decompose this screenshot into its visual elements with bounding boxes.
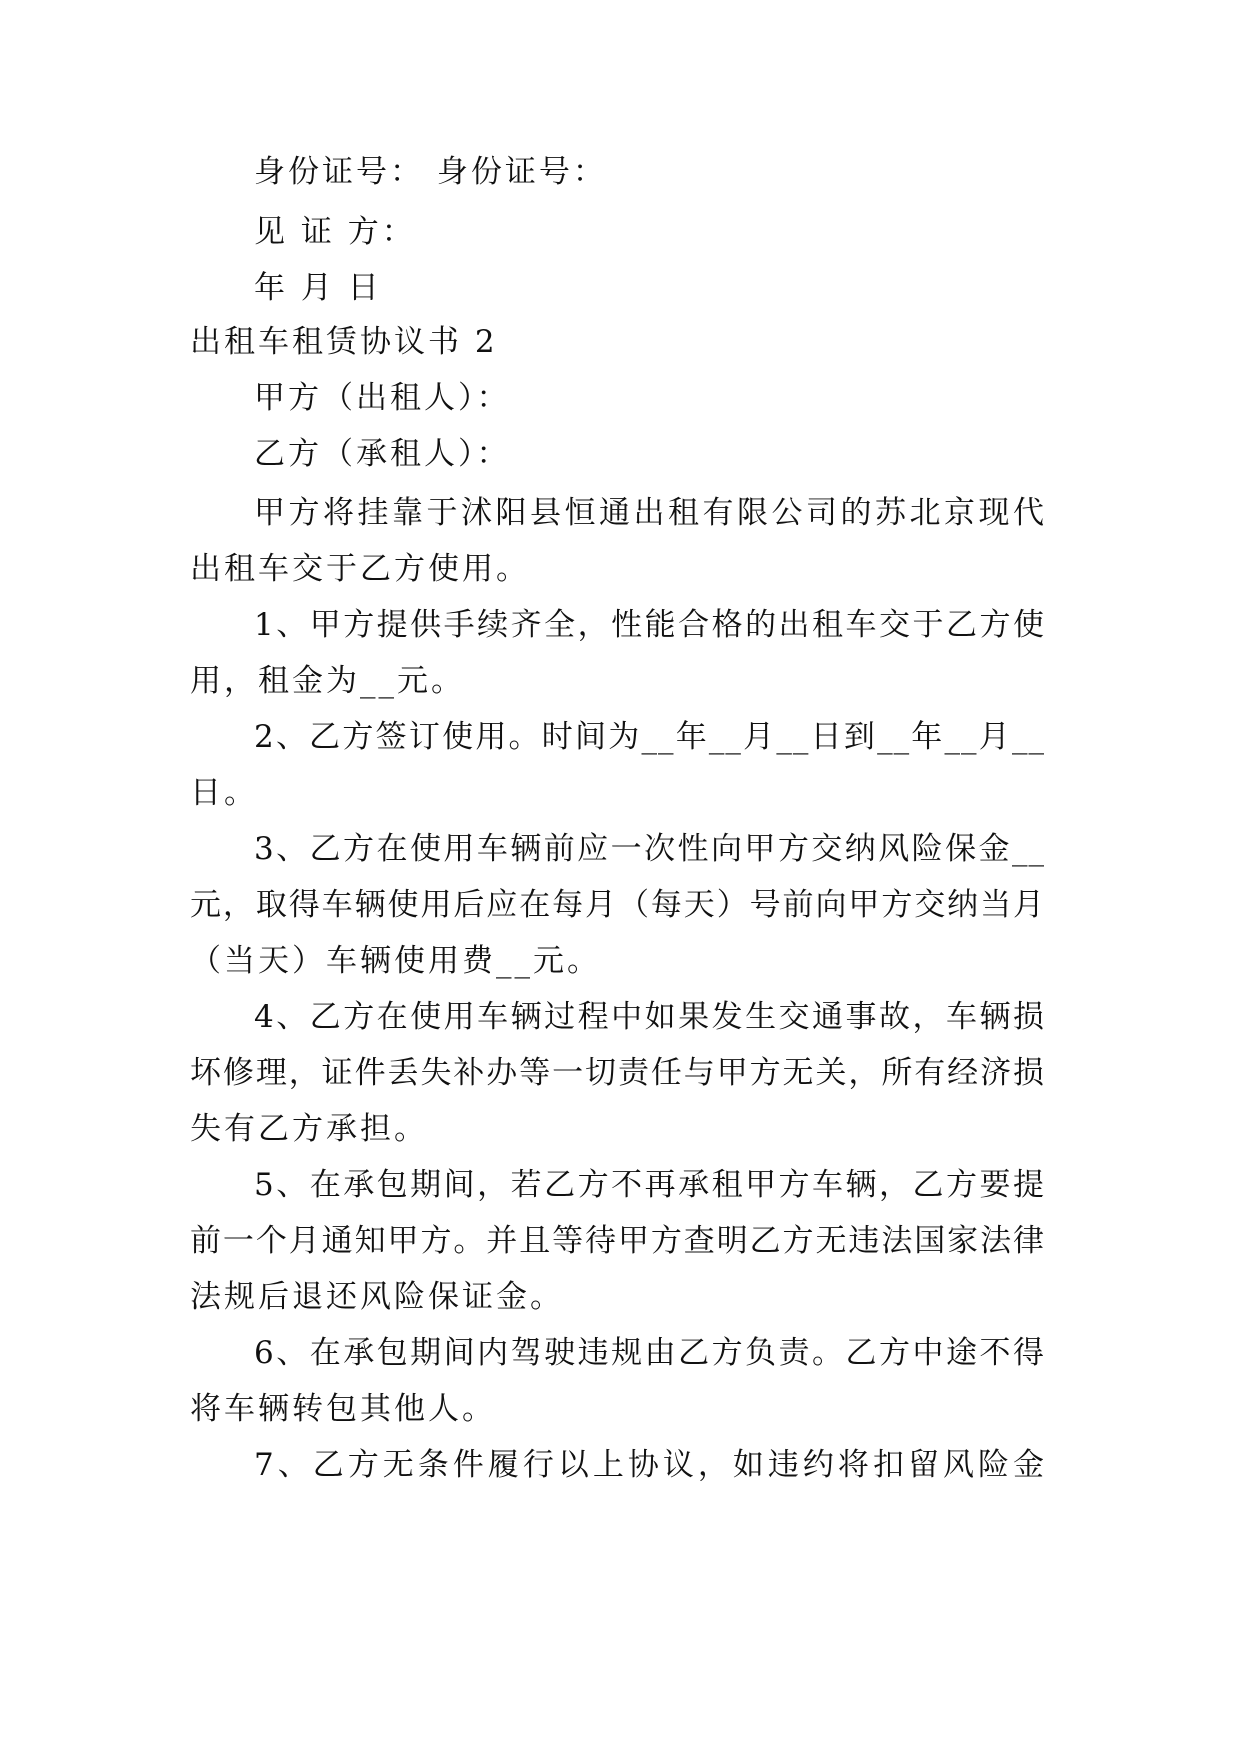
intro-paragraph-line-2: 出租车交于乙方使用。 [190,551,530,587]
document-title: 出租车租赁协议书 2 [190,324,498,360]
clause-5-line-2: 前一个月通知甲方。并且等待甲方查明乙方无违法国家法律 [190,1223,1045,1259]
clause-2-line-2: 日。 [190,775,258,811]
clause-3-line-3: （当天）车辆使用费__元。 [190,943,601,979]
clause-3-line-1: 3、乙方在使用车辆前应一次性向甲方交纳风险保金__ [254,831,1045,867]
clause-4-line-2: 坏修理，证件丢失补办等一切责任与甲方无关，所有经济损 [190,1055,1045,1091]
clause-5-line-1: 5、在承包期间，若乙方不再承租甲方车辆，乙方要提 [254,1167,1045,1203]
clause-1-line-1: 1、甲方提供手续齐全，性能合格的出租车交于乙方使 [254,607,1045,643]
clause-4-line-1: 4、乙方在使用车辆过程中如果发生交通事故，车辆损 [254,999,1045,1035]
clause-6-line-2: 将车辆转包其他人。 [190,1391,496,1427]
clause-1-line-2: 用，租金为__元。 [190,663,465,699]
id-number-line: 身份证号： 身份证号： [254,154,607,190]
clause-4-line-3: 失有乙方承担。 [190,1111,428,1147]
party-a-line: 甲方（出租人）： [254,380,511,416]
witness-line: 见 证 方： [254,214,416,250]
clause-6-line-1: 6、在承包期间内驾驶违规由乙方负责。乙方中途不得 [254,1335,1045,1371]
clause-3-line-2: 元，取得车辆使用后应在每月（每天）号前向甲方交纳当月 [190,887,1045,923]
clause-2-line-1: 2、乙方签订使用。时间为__年__月__日到__年__月__ [254,719,1045,755]
intro-paragraph-line-1: 甲方将挂靠于沭阳县恒通出租有限公司的苏北京现代 [254,495,1045,531]
party-b-line: 乙方（承租人）： [254,436,511,472]
date-line: 年 月 日 [254,270,382,306]
clause-7-line-1: 7、乙方无条件履行以上协议，如违约将扣留风险金 [254,1447,1045,1483]
clause-5-line-3: 法规后退还风险保证金。 [190,1279,564,1315]
